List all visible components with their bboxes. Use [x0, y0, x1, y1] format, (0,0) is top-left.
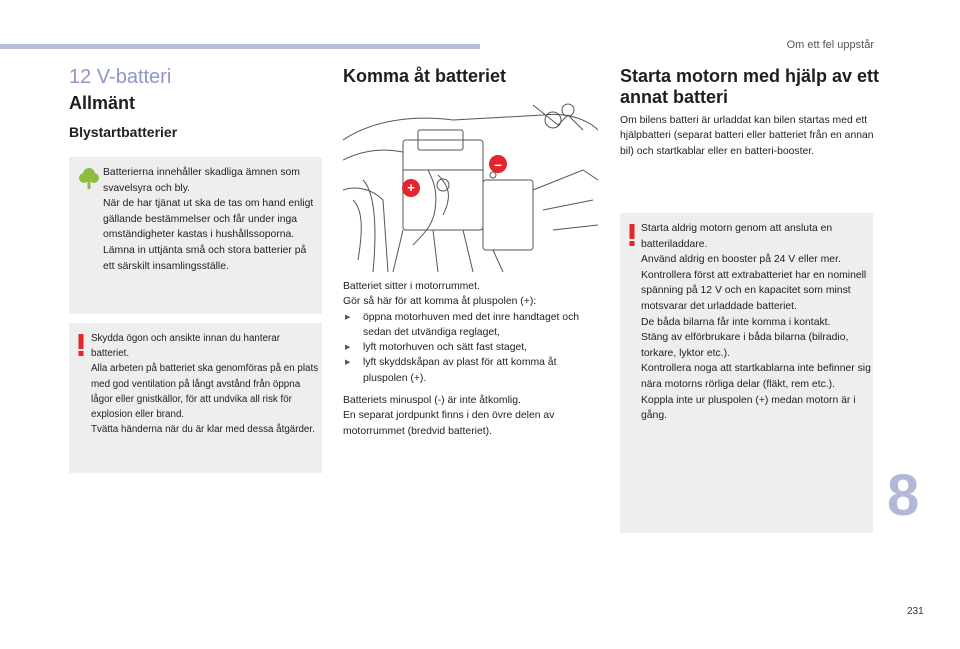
note-line-1: Batteriets minuspol (-) är inte åtkomlig.	[343, 395, 521, 406]
warning-exclamation-icon	[627, 224, 637, 246]
minus-pole-note	[343, 393, 598, 439]
warning-box-jump-start	[620, 213, 873, 533]
warning-box-safety	[69, 323, 322, 473]
jump-start-intro: Om bilens batteri är urladdat kan bilen startas med ett hjälpbatteri (separat batteri eller batteriet från en annan bil) och startkablar eller en batteri-booster.	[620, 115, 874, 157]
plus-label: +	[407, 180, 415, 195]
engine-bay-illustration	[343, 100, 598, 272]
chapter-number: 8	[887, 463, 920, 528]
warning-exclamation-icon	[76, 334, 86, 356]
access-instructions	[343, 279, 598, 386]
intro-line-2: Gör så här för att komma åt pluspolen (+):	[343, 296, 537, 308]
warning-text-jump-start: Starta aldrig motorn genom att ansluta en batteriladdare. Använd aldrig en booster på 24 V eller mer. Kontrollera först att extrabatteriet har en nominell spänning på 12 V och en kapacitet som minst motsvarar det urladdade batteriet. De båda bilarna får inte komma i kontakt. Stäng av elförbrukare i båda bilarna (bilradio, torkare, lyktor etc.). Kontrollera noga att startkablarna inte befinner sig nära motorns rörliga delar (fläkt, rem etc.). Koppla inte ur pluspolen (+) medan motorn är i gång.	[641, 223, 871, 422]
bullet-item: ▶ lyft motorhuven och sätt fast staget,	[343, 340, 598, 355]
header-accent-bar	[0, 44, 480, 49]
section-header: Om ett fel uppstår	[786, 39, 874, 51]
page-title: 12 V-batteri	[69, 66, 172, 88]
heading-allmant: Allmänt	[69, 93, 136, 113]
heading-starta-motorn: Starta motorn med hjälp av ett annat batteri	[620, 66, 880, 107]
warning-text-safety: Skydda ögon och ansikte innan du hanterar batteriet. Alla arbeten på batteriet ska genomföras på en plats med god ventilation på långt avstånd från öppna lågor eller gnistkällor, för att undvika all risk för explosion eller brand. Tvätta händerna när du är klar med dessa åtgärder.	[91, 333, 319, 436]
recycle-tree-icon	[79, 167, 99, 189]
eco-note-text: Batterierna innehåller skadliga ämnen som svavelsyra och bly. När de har tjänat ut ska de tas om hand enligt gällande bestämmelser och får under inga omständigheter kastas i hushållssoporna. Lämna in uttjänta små och stora batterier på ett särskilt insamlingsställe.	[103, 167, 314, 272]
page-number: 231	[907, 606, 924, 617]
heading-komma-at: Komma åt batteriet	[343, 66, 507, 86]
eco-note-box	[69, 157, 322, 314]
bullet-item: ▶ lyft skyddskåpan av plast för att komma åt pluspolen (+).	[343, 355, 598, 386]
subheading-blystart: Blystartbatterier	[69, 124, 178, 140]
battery-drawing	[343, 100, 598, 272]
minus-label: –	[494, 156, 502, 172]
note-line-2: En separat jordpunkt finns i den övre delen av motorrummet (bredvid batteriet).	[343, 410, 555, 437]
bullet-item: ▶ öppna motorhuven med det inre handtaget och sedan det utvändiga reglaget,	[343, 310, 598, 341]
intro-line-1: Batteriet sitter i motorrummet.	[343, 281, 480, 292]
